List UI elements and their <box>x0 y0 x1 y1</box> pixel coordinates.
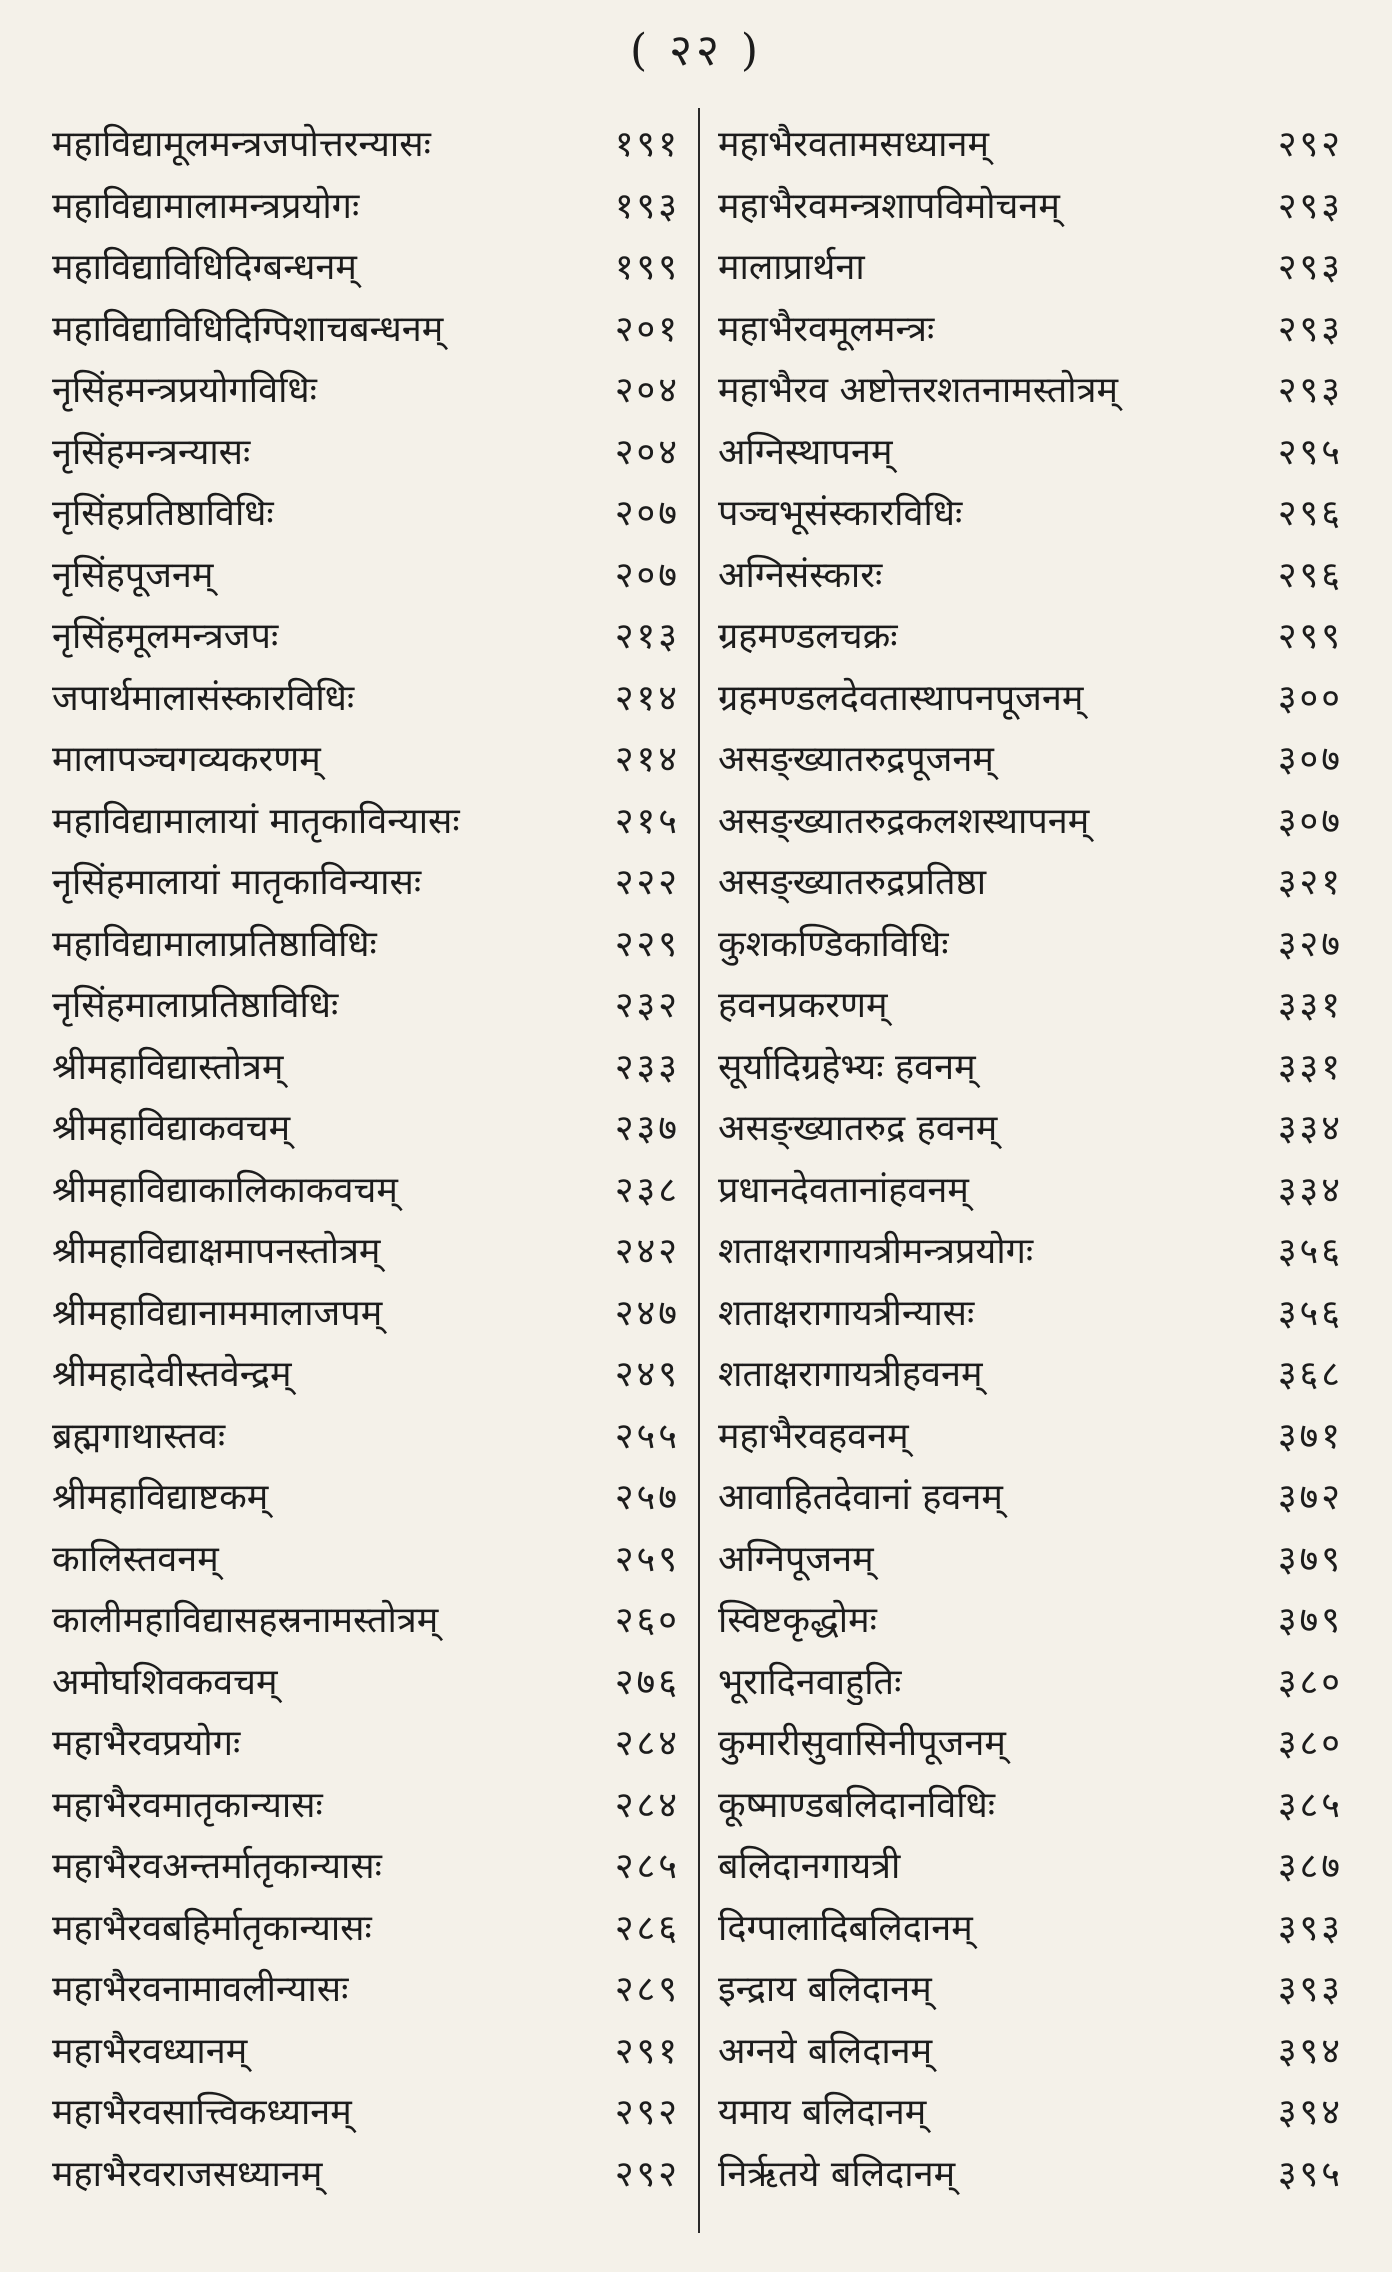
toc-entry <box>718 358 1343 420</box>
toc-entry <box>718 604 1343 666</box>
toc-entry <box>718 666 1343 728</box>
toc-entry-title: असङ्ख्यातरुद्र हवनम् <box>718 1108 998 1150</box>
toc-entry-page: ३२१ <box>1277 862 1343 904</box>
toc-entry-page: ३०७ <box>1277 739 1343 781</box>
toc-entry-title: भूरादिनवाहुतिः <box>718 1661 902 1703</box>
toc-entry-page: २९३ <box>1277 247 1343 289</box>
toc-entry-title: श्रीमहाविद्याक्षमापनस्तोत्रम् <box>52 1231 381 1273</box>
toc-entry <box>718 543 1343 605</box>
toc-entry <box>718 1035 1343 1097</box>
toc-entry <box>718 1158 1343 1220</box>
toc-entry-page: ३७१ <box>1277 1415 1343 1457</box>
toc-entry-page: २२९ <box>614 923 680 965</box>
toc-entry-title: कुमारीसुवासिनीपूजनम् <box>718 1723 1006 1765</box>
toc-entry-title: अग्निपूजनम् <box>718 1538 874 1580</box>
toc-entry-page: २४९ <box>614 1354 680 1396</box>
toc-entry-page: ३७९ <box>1277 1600 1343 1642</box>
toc-entry <box>52 2142 680 2204</box>
toc-entry-title: श्रीमहादेवीस्तवेन्द्रम् <box>52 1354 292 1396</box>
toc-entry-title: इन्द्राय बलिदानम् <box>718 1969 932 2011</box>
toc-entry-title: महाविद्यामूलमन्त्रजपोत्तरन्यासः <box>52 124 431 166</box>
toc-entry <box>52 789 680 851</box>
toc-entry <box>718 112 1343 174</box>
toc-entry-page: ३५६ <box>1277 1231 1343 1273</box>
toc-entry-title: बलिदानगायत्री <box>718 1846 901 1888</box>
toc-entry-page: २९२ <box>1277 124 1343 166</box>
column-divider <box>698 108 700 2233</box>
toc-entry-page: २३३ <box>614 1046 680 1088</box>
toc-entry-page: २७६ <box>614 1661 680 1703</box>
toc-entry <box>718 1834 1343 1896</box>
toc-entry <box>52 112 680 174</box>
toc-right-column <box>718 112 1343 2203</box>
toc-entry-page: २८६ <box>614 1907 680 1949</box>
toc-entry-title: नृसिंहप्रतिष्ठाविधिः <box>52 493 274 535</box>
toc-entry <box>52 174 680 236</box>
toc-entry-title: कालिस्तवनम् <box>52 1538 219 1580</box>
toc-entry <box>718 1773 1343 1835</box>
toc-entry-page: ३८५ <box>1277 1784 1343 1826</box>
toc-entry-page: ३५६ <box>1277 1292 1343 1334</box>
toc-entry-title: महाभैरवमूलमन्त्रः <box>718 308 935 350</box>
toc-entry-title: हवनप्रकरणम् <box>718 985 888 1027</box>
toc-entry <box>718 1957 1343 2019</box>
toc-entry-title: नृसिंहमूलमन्त्रजपः <box>52 616 279 658</box>
toc-entry <box>718 1281 1343 1343</box>
toc-entry-page: ३९५ <box>1277 2153 1343 2195</box>
toc-entry <box>52 1342 680 1404</box>
toc-entry-page: ३०७ <box>1277 800 1343 842</box>
toc-entry-title: महाभैरवबहिर्मातृकान्यासः <box>52 1907 372 1949</box>
toc-entry-page: ३७२ <box>1277 1477 1343 1519</box>
toc-entry-page: २८४ <box>614 1784 680 1826</box>
toc-entry <box>52 1281 680 1343</box>
toc-entry-title: दिग्पालादिबलिदानम् <box>718 1907 973 1949</box>
toc-entry-title: श्रीमहाविद्याकवचम् <box>52 1108 291 1150</box>
toc-entry <box>52 912 680 974</box>
toc-entry-title: कूष्माण्डबलिदानविधिः <box>718 1784 996 1826</box>
toc-entry-page: ३२७ <box>1277 923 1343 965</box>
toc-entry <box>52 1158 680 1220</box>
toc-entry <box>52 1096 680 1158</box>
toc-entry-page: २५९ <box>614 1538 680 1580</box>
toc-entry <box>718 481 1343 543</box>
toc-entry <box>52 481 680 543</box>
toc-entry-page: २८९ <box>614 1969 680 2011</box>
toc-entry <box>52 1650 680 1712</box>
toc-entry-page: २३८ <box>614 1169 680 1211</box>
toc-entry <box>718 420 1343 482</box>
toc-entry <box>718 1465 1343 1527</box>
toc-entry-page: १९३ <box>614 185 680 227</box>
toc-entry <box>52 1219 680 1281</box>
toc-entry-page: २९५ <box>1277 431 1343 473</box>
toc-entry-page: ३३४ <box>1277 1169 1343 1211</box>
toc-entry-page: २२२ <box>614 862 680 904</box>
toc-entry-title: महाविद्याविधिदिग्पिशाचबन्धनम् <box>52 308 444 350</box>
toc-entry-page: २९९ <box>1277 616 1343 658</box>
toc-entry-title: मालापञ्चगव्यकरणम् <box>52 739 321 781</box>
toc-entry-title: मालाप्रार्थना <box>718 247 865 289</box>
toc-entry-page: ३६८ <box>1277 1354 1343 1396</box>
toc-entry <box>52 727 680 789</box>
toc-entry-title: महाभैरवहवनम् <box>718 1415 909 1457</box>
toc-entry-page: २१४ <box>614 739 680 781</box>
toc-entry-title: कालीमहाविद्यासहस्रनामस्तोत्रम् <box>52 1600 439 1642</box>
toc-entry-page: २०७ <box>614 554 680 596</box>
toc-entry <box>52 543 680 605</box>
toc-entry-title: जपार्थमालासंस्कारविधिः <box>52 677 355 719</box>
toc-entry-page: २५५ <box>614 1415 680 1457</box>
toc-entry <box>718 912 1343 974</box>
toc-entry-page: ३३१ <box>1277 985 1343 1027</box>
toc-entry-title: असङ्ख्यातरुद्रपूजनम् <box>718 739 994 781</box>
toc-entry-page: २१३ <box>614 616 680 658</box>
toc-entry-page: २०७ <box>614 493 680 535</box>
toc-entry-page: २४२ <box>614 1231 680 1273</box>
toc-entry <box>52 1711 680 1773</box>
toc-entry <box>52 1527 680 1589</box>
toc-entry-page: २३२ <box>614 985 680 1027</box>
toc-entry-page: ३३४ <box>1277 1108 1343 1150</box>
toc-entry <box>718 973 1343 1035</box>
toc-entry-page: ३०० <box>1277 677 1343 719</box>
toc-entry-page: २९३ <box>1277 370 1343 412</box>
toc-entry <box>718 2019 1343 2081</box>
toc-left-column <box>52 112 680 2203</box>
toc-entry-page: ३८० <box>1277 1661 1343 1703</box>
toc-entry <box>52 2080 680 2142</box>
toc-entry <box>52 1896 680 1958</box>
toc-entry-page: ३८७ <box>1277 1846 1343 1888</box>
toc-entry-title: शताक्षरागायत्रीहवनम् <box>718 1354 983 1396</box>
toc-entry-page: ३३१ <box>1277 1046 1343 1088</box>
toc-entry <box>718 297 1343 359</box>
toc-entry <box>52 666 680 728</box>
toc-entry-title: असङ्ख्यातरुद्रकलशस्थापनम् <box>718 800 1090 842</box>
toc-entry-page: २९६ <box>1277 554 1343 596</box>
toc-entry-title: कुशकण्डिकाविधिः <box>718 923 949 965</box>
toc-entry <box>52 1773 680 1835</box>
toc-entry-title: नृसिंहमन्त्रन्यासः <box>52 431 251 473</box>
toc-entry-title: महाभैरव अष्टोत्तरशतनामस्तोत्रम् <box>718 370 1118 412</box>
toc-entry <box>52 1957 680 2019</box>
toc-entry-title: निर्ऋतये बलिदानम् <box>718 2153 956 2195</box>
toc-entry <box>718 1650 1343 1712</box>
toc-entry <box>52 973 680 1035</box>
toc-entry-title: श्रीमहाविद्यास्तोत्रम् <box>52 1046 284 1088</box>
toc-entry-page: २०४ <box>614 431 680 473</box>
toc-entry-page: २१५ <box>614 800 680 842</box>
toc-entry-title: नृसिंहमालायां मातृकाविन्यासः <box>52 862 422 904</box>
toc-entry-page: २१४ <box>614 677 680 719</box>
toc-entry-page: २९१ <box>614 2030 680 2072</box>
toc-entry-page: २८४ <box>614 1723 680 1765</box>
toc-entry-title: महाविद्यामालाप्रतिष्ठाविधिः <box>52 923 377 965</box>
toc-entry <box>52 235 680 297</box>
toc-entry <box>718 174 1343 236</box>
toc-entry <box>718 727 1343 789</box>
toc-entry-title: नृसिंहपूजनम् <box>52 554 214 596</box>
toc-entry-page: २९२ <box>614 2092 680 2134</box>
toc-entry-page: ३७९ <box>1277 1538 1343 1580</box>
toc-entry <box>52 1834 680 1896</box>
toc-entry-title: सूर्यादिग्रहेभ्यः हवनम् <box>718 1046 976 1088</box>
toc-entry-title: महाभैरवसात्त्विकध्यानम् <box>52 2092 352 2134</box>
toc-entry-title: असङ्ख्यातरुद्रप्रतिष्ठा <box>718 862 987 904</box>
toc-entry-page: २५७ <box>614 1477 680 1519</box>
toc-entry-title: ग्रहमण्डलचक्रः <box>718 616 898 658</box>
toc-entry <box>718 2142 1343 2204</box>
toc-entry <box>52 1404 680 1466</box>
toc-entry <box>52 2019 680 2081</box>
toc-entry-page: २९६ <box>1277 493 1343 535</box>
toc-entry-page: ३९३ <box>1277 1969 1343 2011</box>
toc-entry-page: ३९४ <box>1277 2092 1343 2134</box>
toc-entry-title: अग्निसंस्कारः <box>718 554 883 596</box>
toc-entry-page: २६० <box>614 1600 680 1642</box>
toc-entry-title: पञ्चभूसंस्कारविधिः <box>718 493 963 535</box>
toc-entry <box>718 235 1343 297</box>
toc-entry-page: २४७ <box>614 1292 680 1334</box>
toc-entry-title: महाभैरवमातृकान्यासः <box>52 1784 323 1826</box>
toc-entry <box>52 1588 680 1650</box>
toc-entry-page: १९९ <box>614 247 680 289</box>
toc-entry-title: श्रीमहाविद्यानाममालाजपम् <box>52 1292 383 1334</box>
toc-entry-page: २९३ <box>1277 308 1343 350</box>
toc-entry <box>718 1342 1343 1404</box>
toc-entry <box>718 1588 1343 1650</box>
toc-entry-title: नृसिंहमन्त्रप्रयोगविधिः <box>52 370 317 412</box>
toc-entry <box>52 1465 680 1527</box>
toc-entry-title: महाभैरवराजसध्यानम् <box>52 2153 323 2195</box>
toc-entry-title: यमाय बलिदानम् <box>718 2092 927 2134</box>
toc-entry-title: अग्नये बलिदानम् <box>718 2030 933 2072</box>
toc-entry-page: ३८० <box>1277 1723 1343 1765</box>
toc-entry-title: महाभैरवमन्त्रशापविमोचनम् <box>718 185 1060 227</box>
toc-entry <box>52 604 680 666</box>
toc-entry <box>52 297 680 359</box>
page-number: ( २२ ) <box>629 25 763 76</box>
toc-entry-title: शताक्षरागायत्रीन्यासः <box>718 1292 975 1334</box>
toc-entry <box>718 1404 1343 1466</box>
toc-entry-title: शताक्षरागायत्रीमन्त्रप्रयोगः <box>718 1231 1034 1273</box>
toc-entry-title: महाविद्यामालायां मातृकाविन्यासः <box>52 800 460 842</box>
toc-entry-page: ३९४ <box>1277 2030 1343 2072</box>
toc-entry-title: प्रधानदेवतानांहवनम् <box>718 1169 969 1211</box>
toc-entry-title: श्रीमहाविद्याकालिकाकवचम् <box>52 1169 398 1211</box>
toc-entry <box>52 1035 680 1097</box>
toc-entry-title: श्रीमहाविद्याष्टकम् <box>52 1477 269 1519</box>
toc-entry <box>718 1527 1343 1589</box>
toc-entry-title: ग्रहमण्डलदेवतास्थापनपूजनम् <box>718 677 1084 719</box>
toc-entry-page: २३७ <box>614 1108 680 1150</box>
toc-entry-page: १९१ <box>614 124 680 166</box>
toc-entry-title: अग्निस्थापनम् <box>718 431 893 473</box>
toc-entry <box>718 789 1343 851</box>
toc-entry-title: नृसिंहमालाप्रतिष्ठाविधिः <box>52 985 339 1027</box>
toc-entry-title: महाभैरवतामसध्यानम् <box>718 124 989 166</box>
toc-entry <box>52 420 680 482</box>
toc-entry-title: महाविद्याविधिदिग्बन्धनम् <box>52 247 357 289</box>
toc-entry-title: अमोघशिवकवचम् <box>52 1661 278 1703</box>
toc-entry-page: २०४ <box>614 370 680 412</box>
toc-entry <box>718 1711 1343 1773</box>
toc-entry-page: २०१ <box>614 308 680 350</box>
toc-entry-title: महाभैरवअन्तर्मातृकान्यासः <box>52 1846 382 1888</box>
toc-entry-title: महाभैरवध्यानम् <box>52 2030 248 2072</box>
toc-entry-title: महाभैरवनामावलीन्यासः <box>52 1969 349 2011</box>
toc-entry <box>718 1896 1343 1958</box>
toc-entry-title: महाभैरवप्रयोगः <box>52 1723 241 1765</box>
toc-entry-page: ३९३ <box>1277 1907 1343 1949</box>
toc-entry <box>718 1219 1343 1281</box>
toc-entry-title: महाविद्यामालामन्त्रप्रयोगः <box>52 185 360 227</box>
toc-entry <box>52 850 680 912</box>
toc-entry-page: २८५ <box>614 1846 680 1888</box>
toc-entry-title: स्विष्टकृद्धोमः <box>718 1600 877 1642</box>
toc-entry <box>52 358 680 420</box>
toc-entry-page: २९२ <box>614 2153 680 2195</box>
toc-entry <box>718 1096 1343 1158</box>
toc-entry <box>718 850 1343 912</box>
toc-entry-title: ब्रह्मगाथास्तवः <box>52 1415 226 1457</box>
toc-entry-page: २९३ <box>1277 185 1343 227</box>
toc-entry <box>718 2080 1343 2142</box>
toc-entry-title: आवाहितदेवानां हवनम् <box>718 1477 1003 1519</box>
